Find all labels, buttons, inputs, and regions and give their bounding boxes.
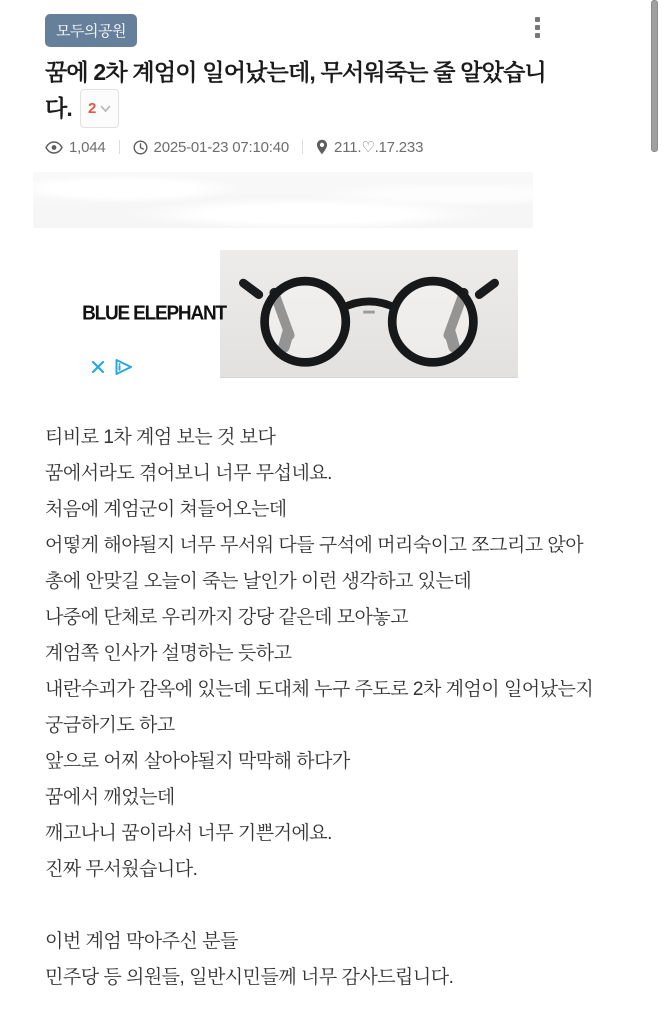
glasses-image bbox=[224, 254, 514, 374]
body-text-line: 꿈에서 깨었는데 bbox=[45, 787, 175, 808]
body-text-line: 진짜 무서웠습니다. bbox=[45, 859, 198, 880]
post-title bbox=[45, 56, 561, 128]
chevron-down-icon bbox=[100, 105, 111, 113]
body-text-line: 민주당 등 의원들, 일반시민들께 너무 감사드립니다. bbox=[45, 967, 454, 988]
post-title-text: 꿈에 2차 계엄이 일어났는데, 무서워죽는 줄 알았습니다. bbox=[45, 59, 546, 121]
body-text-line: 처음에 계엄군이 쳐들어오는데 bbox=[45, 499, 287, 520]
post-datetime bbox=[133, 139, 290, 156]
category-badge[interactable]: 모두의공원 bbox=[45, 14, 137, 47]
adchoices-icon[interactable] bbox=[113, 358, 134, 376]
body-text-line: 이번 계엄 막아주신 분들 bbox=[45, 931, 238, 952]
comment-count: 2 bbox=[88, 100, 96, 117]
body-text-line: 나중에 단체로 우리까지 강당 같은데 모아놓고 bbox=[45, 607, 409, 628]
ad-banner[interactable] bbox=[82, 250, 518, 378]
eye-icon bbox=[45, 141, 63, 154]
meta-divider bbox=[119, 140, 120, 154]
post-datetime-value: 2025-01-23 07:10:40 bbox=[153, 138, 290, 156]
body-text-line bbox=[45, 888, 597, 924]
body-text-line: 앞으로 어찌 살아야될지 막막해 하다가 bbox=[45, 751, 350, 772]
body-text-line: 어떻게 해야될지 너무 무서워 다들 구석에 머리숙이고 쪼그리고 앉아 bbox=[45, 535, 584, 556]
post-body bbox=[45, 420, 597, 996]
clock-icon bbox=[133, 140, 148, 155]
post-meta bbox=[45, 138, 423, 156]
ad-controls bbox=[90, 358, 134, 376]
body-text-line: 총에 안맞길 오늘이 죽는 날인가 이런 생각하고 있는데 bbox=[45, 571, 472, 592]
body-text-line: 티비로 1차 계엄 보는 것 보다 bbox=[45, 427, 276, 448]
ad-product-image bbox=[220, 250, 518, 378]
kebab-dot bbox=[535, 25, 540, 30]
comment-count-badge[interactable] bbox=[80, 89, 119, 128]
kebab-dot bbox=[535, 33, 540, 38]
ad-brand-text: BLUE ELEPHANT bbox=[82, 302, 226, 325]
faded-image-placeholder bbox=[33, 172, 533, 228]
meta-divider bbox=[302, 140, 303, 154]
view-count-value: 1,044 bbox=[69, 138, 106, 156]
location-pin-icon bbox=[316, 139, 328, 155]
body-text-line: 내란수괴가 감옥에 있는데 도대체 누구 주도로 2차 계엄이 일어났는지 궁금하기도 하고 bbox=[45, 679, 594, 736]
kebab-menu-icon[interactable] bbox=[533, 16, 541, 39]
view-count bbox=[45, 139, 106, 156]
ad-close-icon[interactable] bbox=[90, 359, 106, 375]
body-text-line: 꿈에서라도 겪어보니 너무 무섭네요. bbox=[45, 463, 332, 484]
body-text-line: 계엄쪽 인사가 설명하는 듯하고 bbox=[45, 643, 292, 664]
author-ip bbox=[316, 138, 423, 156]
kebab-dot bbox=[535, 17, 540, 22]
scrollbar[interactable] bbox=[651, 0, 658, 152]
author-ip-value: 211.♡.17.233 bbox=[334, 139, 424, 156]
body-text-line: 깨고나니 꿈이라서 너무 기쁜거에요. bbox=[45, 823, 332, 844]
